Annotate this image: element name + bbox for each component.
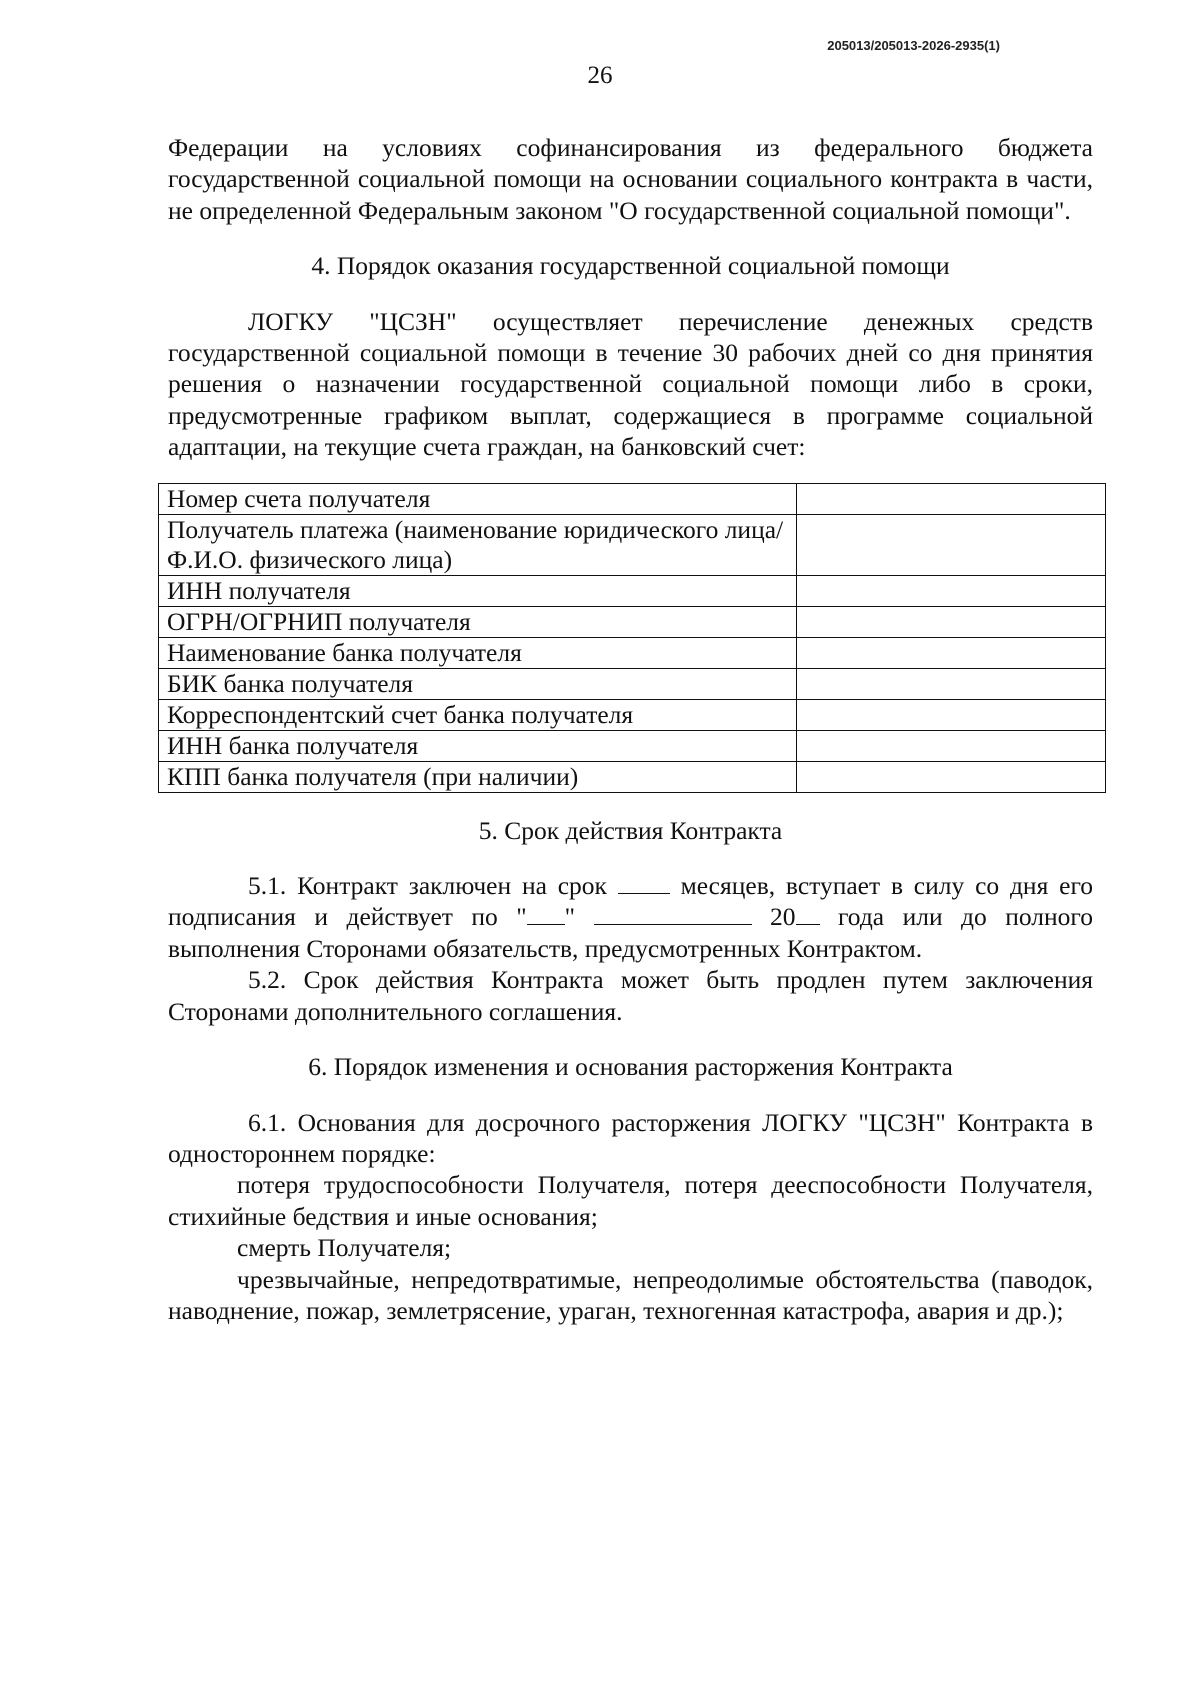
bank-details-row xyxy=(159,514,1106,575)
bank-field-label: ОГРН/ОГРНИП получателя xyxy=(159,606,797,637)
section-5-heading: 5. Срок действия Контракта xyxy=(478,815,783,845)
bank-field-value xyxy=(797,575,1106,606)
bank-field-label: Получатель платежа (наименование юридического лица/Ф.И.О. физического лица) xyxy=(159,514,797,575)
bank-field-label: Корреспондентский счет банка получателя xyxy=(159,699,797,730)
year-blank xyxy=(796,902,820,925)
term-validity-text: месяцев, вступает в силу со дня его подписания и действует по " xyxy=(168,871,1094,932)
termination-ground-item: потеря трудоспособности Получателя, потеря дееспособности Получателя, стихийные бедствия и иные основания; xyxy=(168,1170,1093,1231)
document-id: 205013/205013-2026-2935(1) xyxy=(827,38,1000,53)
bank-field-label: БИК банка получателя xyxy=(159,668,797,699)
intro-paragraph: Федерации на условиях софинансирования из федерального бюджета государственной социальной помощи на основании социального контракта в части, не определенной Федеральным законом "О государственной социальной помощи". xyxy=(168,133,1093,225)
termination-ground-item: чрезвычайные, непредотвратимые, непреодолимые обстоятельства (паводок, наводнение, пожар, землетрясение, ураган, техногенная катастрофа, авария и др.); xyxy=(168,1264,1093,1325)
bank-details-row xyxy=(159,668,1106,699)
bank-field-value xyxy=(797,730,1106,761)
bank-field-label: Номер счета получателя xyxy=(159,483,797,514)
bank-field-label: ИНН получателя xyxy=(159,575,797,606)
bank-field-value xyxy=(797,483,1106,514)
bank-field-value xyxy=(797,606,1106,637)
bank-field-label: КПП банка получателя (при наличии) xyxy=(159,761,797,792)
year-prefix: 20 xyxy=(770,902,796,932)
month-blank xyxy=(594,902,752,925)
bank-field-value xyxy=(797,514,1106,575)
bank-details-row xyxy=(159,606,1106,637)
section-6-heading: 6. Порядок изменения и основания расторжения Контракта xyxy=(308,1052,953,1082)
term-intro-text: 5.1. Контракт заключен на срок xyxy=(248,871,607,901)
bank-field-value xyxy=(797,699,1106,730)
section-5-1-paragraph xyxy=(168,870,1093,964)
bank-details-row xyxy=(159,699,1106,730)
bank-field-value xyxy=(797,761,1106,792)
bank-field-value xyxy=(797,668,1106,699)
bank-details-row xyxy=(159,575,1106,606)
section-6-1-paragraph: 6.1. Основания для досрочного расторжения ЛОГКУ "ЦСЗН" Контракта в одностороннем порядке: xyxy=(168,1107,1093,1168)
bank-details-row xyxy=(159,637,1106,668)
term-months-blank xyxy=(618,871,670,894)
bank-field-label: Наименование банка получателя xyxy=(159,637,797,668)
section-5-2-paragraph: 5.2. Срок действия Контракта может быть продлен путем заключения Сторонами дополнительного соглашения. xyxy=(168,965,1093,1026)
termination-ground-item: смерть Получателя; xyxy=(237,1233,452,1263)
term-end-text: года или до полного выполнения Сторонами обязательств, предусмотренных Контрактом. xyxy=(168,902,1094,963)
day-blank xyxy=(527,902,565,925)
section-4-paragraph: ЛОГКУ "ЦСЗН" осуществляет перечисление денежных средств государственной социальной помощи в течение 30 рабочих дней со дня принятия решения о назначении государственной социальной помощи либо в сроки, предусмотренные графиком выплат, содержащиеся в программе социальной адаптации, на текущие счета граждан, на банковский счет: xyxy=(168,306,1093,462)
bank-details-row xyxy=(159,761,1106,792)
bank-details-row xyxy=(159,483,1106,514)
page-number: 26 xyxy=(587,62,613,89)
bank-details-table xyxy=(158,483,1106,793)
bank-details-row xyxy=(159,730,1106,761)
document-body xyxy=(168,132,1093,1326)
bank-field-value xyxy=(797,637,1106,668)
day-close-quote: " xyxy=(564,902,576,932)
bank-field-label: ИНН банка получателя xyxy=(159,730,797,761)
section-4-heading: 4. Порядок оказания государственной социальной помощи xyxy=(311,251,950,281)
